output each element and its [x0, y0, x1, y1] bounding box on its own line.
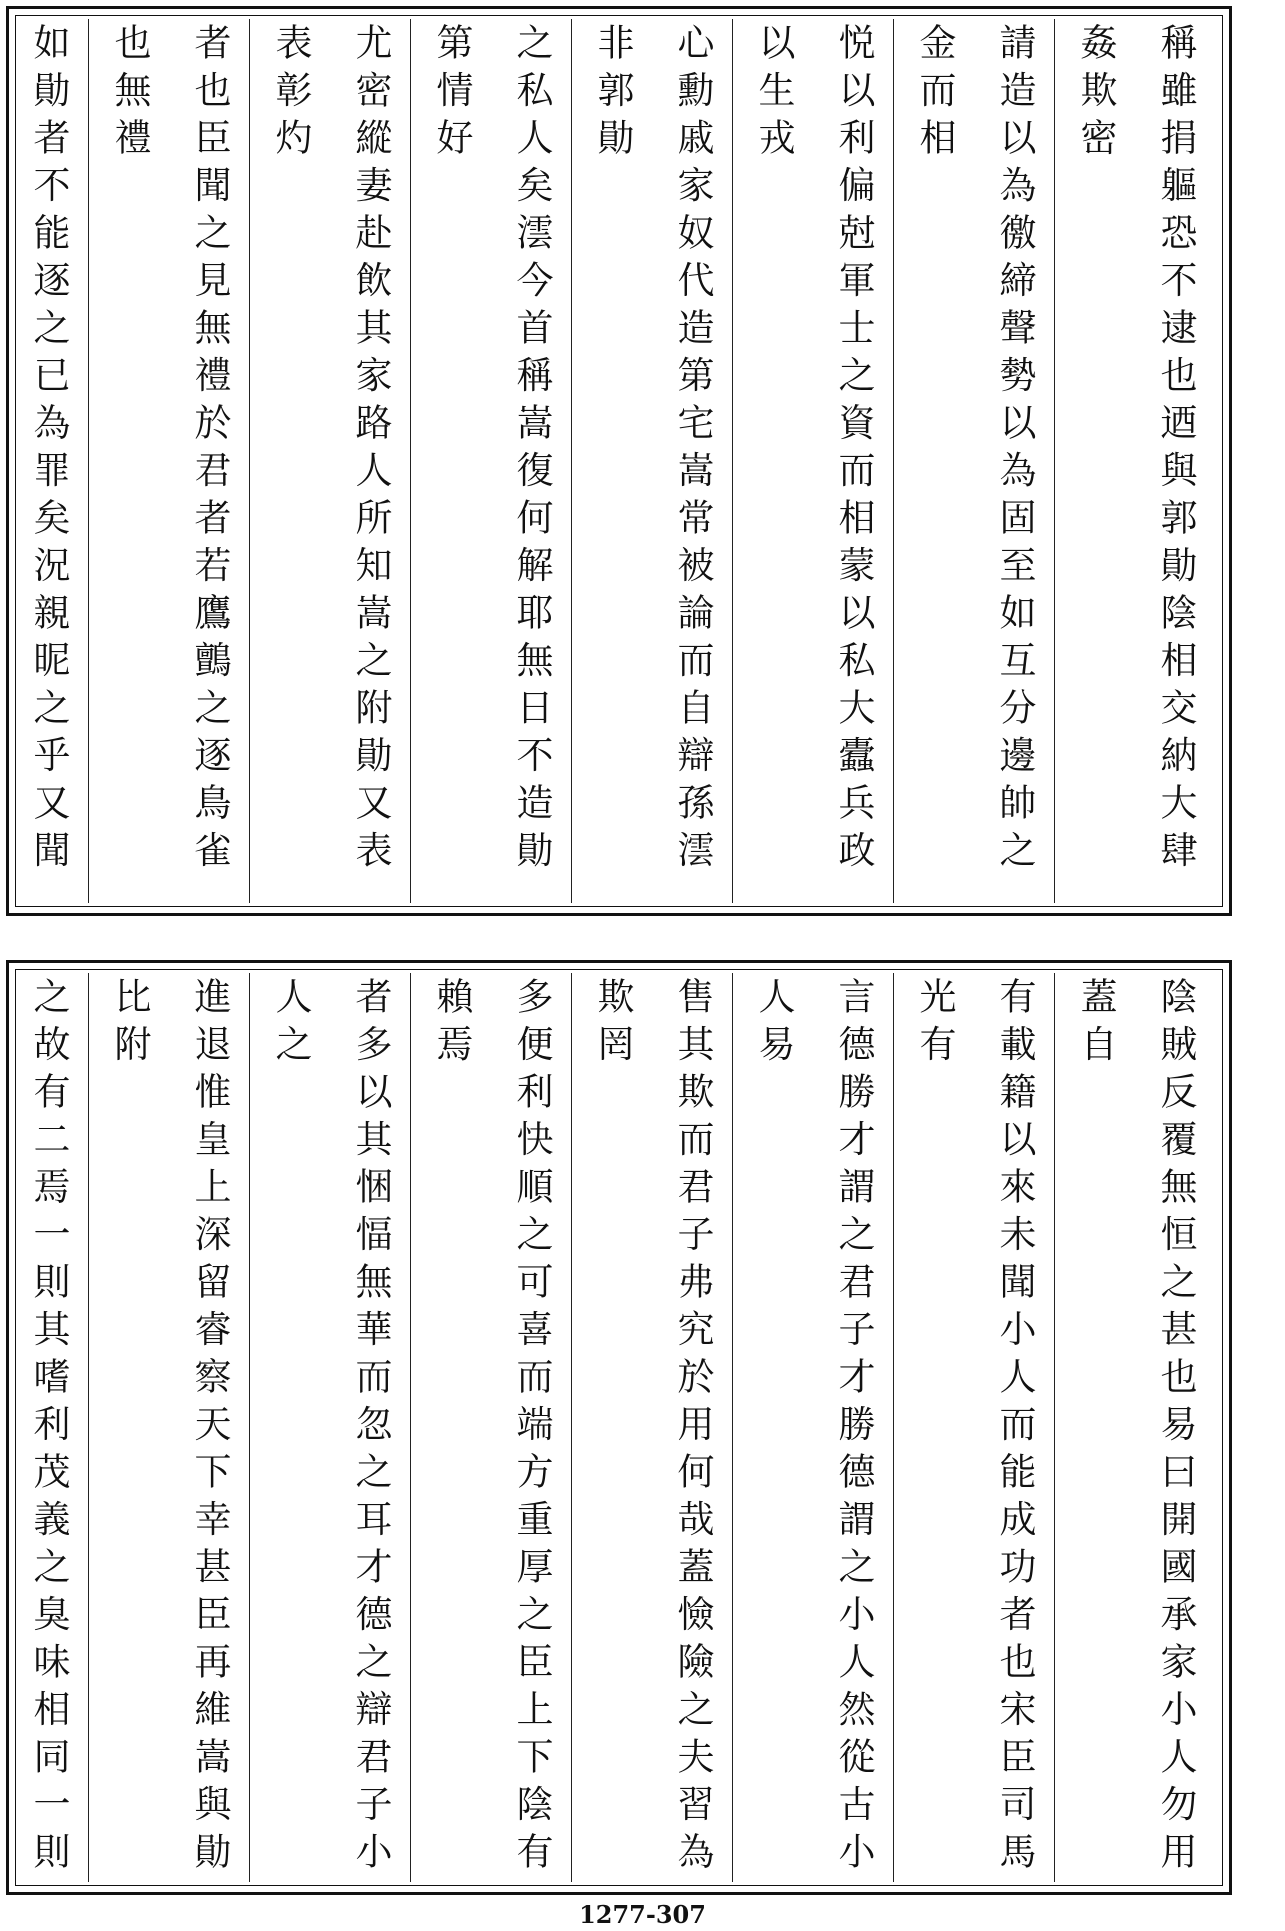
- text-column: 請造以為徼締聲勢以為固至如互分邊帥之金而相: [893, 19, 1054, 903]
- text-column: 心勳戚家奴代造第宅嵩常被論而自辯孫澐非郭勛: [571, 19, 732, 903]
- text-column: 如勛者不能逐之已為罪矣況親昵之乎又聞: [0, 19, 88, 903]
- page-number: 1277-307: [579, 1900, 706, 1929]
- text-column: 者也臣聞之見無禮於君者若鷹鸇之逐鳥雀也無禮: [88, 19, 249, 903]
- text-column: 言德勝才謂之君子才勝德謂之小人然從古小人易: [732, 973, 893, 1882]
- text-column: 之故有二焉一則其嗜利茂義之臭味相同一則: [0, 973, 88, 1882]
- text-column: 陰賊反覆無恒之甚也易曰開國承家小人勿用蓋自: [1054, 973, 1215, 1882]
- lower-page: [6, 960, 1232, 1895]
- text-column: 之私人矣澐今首稱嵩復何解耶無日不造勛第情好: [410, 19, 571, 903]
- upper-page: [6, 6, 1232, 916]
- text-column: 有載籍以來未聞小人而能成功者也宋臣司馬光有: [893, 973, 1054, 1882]
- upper-text-columns: [23, 19, 1215, 903]
- text-column: 者多以其悃愊無華而忽之耳才德之辯君子小人之: [249, 973, 410, 1882]
- text-column: 售其欺而君子弗究於用何哉蓋憸險之夫習為欺罔: [571, 973, 732, 1882]
- text-column: 稱雖捐軀恐不逮也迺與郭勛陰相交納大肆姦欺密: [1054, 19, 1215, 903]
- text-column: 尤密縱妻赴飲其家路人所知嵩之附勛又表表彰灼: [249, 19, 410, 903]
- lower-text-columns: [23, 973, 1215, 1882]
- text-column: 進退惟皇上深留睿察天下幸甚臣再維嵩與勛比附: [88, 973, 249, 1882]
- text-column: 多便利快順之可喜而端方重厚之臣上下陰有賴焉: [410, 973, 571, 1882]
- text-column: 悦以利偏尅軍士之資而相蒙以私大蠹兵政以生戎: [732, 19, 893, 903]
